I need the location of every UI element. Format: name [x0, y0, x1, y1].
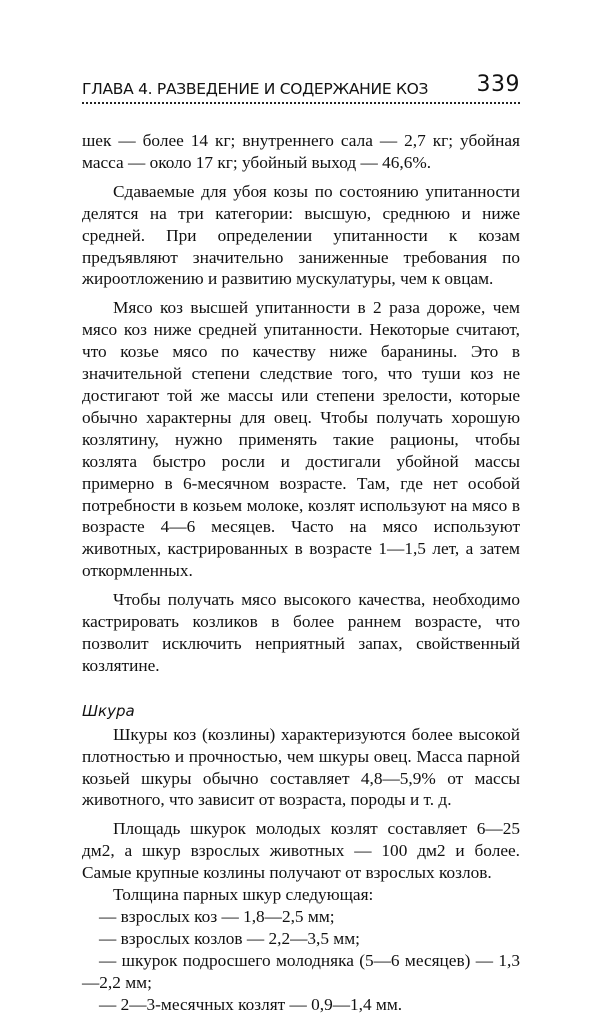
paragraph-castration: Чтобы получать мясо высокого качества, необходимо кастрировать козликов в более раннем возрасте, что позволит исключить неприятный запах, свойственный козлятине.: [82, 590, 520, 675]
list-item: — шкурок подросшего молодняка (5—6 месяцев) — 1,3—2,2 мм;: [82, 950, 520, 992]
paragraph-skin-area: Площадь шкурок молодых козлят составляет 6—25 дм2, а шкур взрослых животных — 100 дм2 и более. Самые крупные козлины получают от взрослых козлов.: [82, 819, 520, 883]
list-item: — 2—3-месячных козлят — 0,9—1,4 мм.: [99, 994, 403, 1014]
paragraph-continued: шек — более 14 кг; внутреннего сала — 2,7 кг; убойная масса — около 17 кг; убойный выход — 46,6%.: [82, 131, 520, 172]
list-item: — взрослых коз — 1,8—2,5 мм;: [99, 907, 335, 926]
body-text: [82, 130, 520, 1016]
paragraph-skin-density: Шкуры коз (козлины) характеризуются более высокой плотностью и прочностью, чем шкуры овец. Масса парной козьей шкуры обычно составляет 4,8—5,9% от массы животного, что зависит от возраста, породы и т. д.: [82, 724, 520, 810]
book-page: [82, 72, 520, 1016]
paragraph-skin-thickness: Толщина парных шкур следующая:: [113, 885, 374, 905]
chapter-title: ГЛАВА 4. РАЗВЕДЕНИЕ И СОДЕРЖАНИЕ КОЗ: [82, 80, 429, 98]
page-number: 339: [476, 72, 520, 97]
paragraph-meat-quality: Мясо коз высшей упитанности в 2 раза дороже, чем мясо коз ниже средней упитанности. Некоторые считают, что козье мясо по качеству ниже баранины. Это в значительной степени следствие того, что туши коз не достигают той же массы или степени зрелости, которые обычно характерны для овец. Чтобы получать хорошую козлятину, нужно применять такие рационы, чтобы козлята быстро росли и достигали убойной массы примерно в 6-месячном возрасте. Там, где нет особой потребности в козьем молоке, козлят используют на мясо в возрасте 4—6 месяцев. Часто на мясо используют животных, кастрированных в возрасте 1—1,5 лет, а затем откормленных.: [82, 298, 520, 581]
list-item: — взрослых козлов — 2,2—3,5 мм;: [99, 928, 360, 948]
running-header: [82, 72, 520, 104]
section-heading-skin: Шкура: [82, 701, 135, 720]
paragraph-categories: Сдаваемые для убоя козы по состоянию упитанности делятся на три категории: высшую, среднюю и ниже средней. При определении упитанности к козам предъявляют значительно заниженные требования по жироотложению и развитию мускулатуры, чем к овцам.: [82, 181, 520, 289]
